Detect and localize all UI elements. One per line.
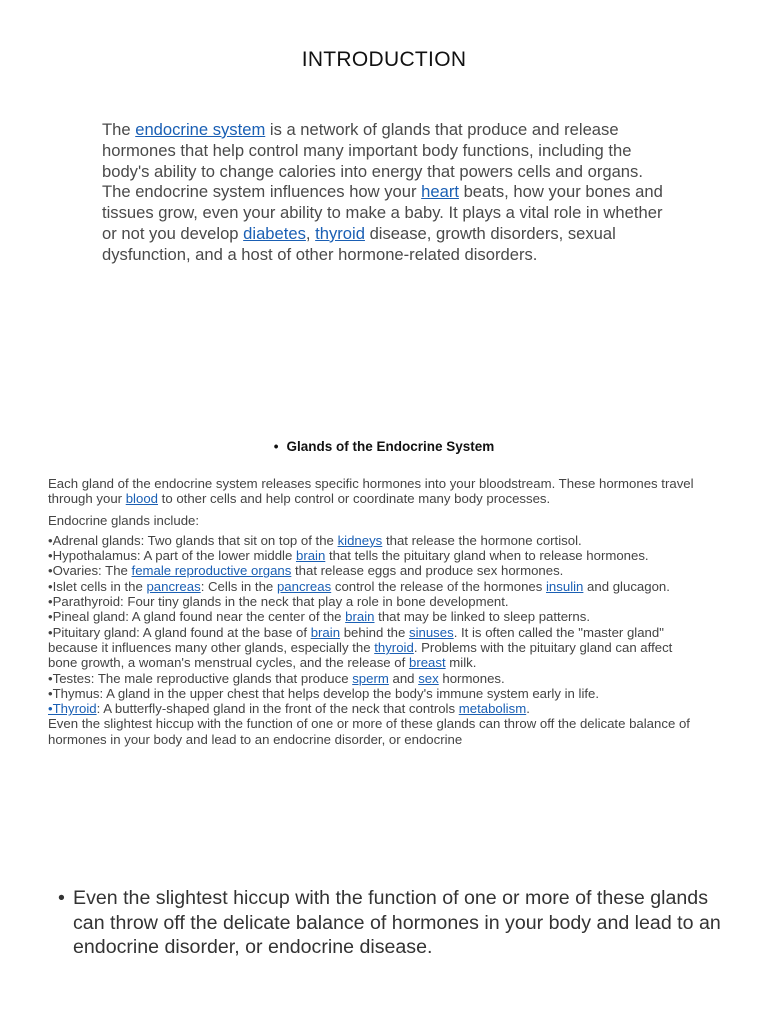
bullet-icon: • — [273, 439, 279, 454]
page-title: INTRODUCTION — [301, 48, 467, 71]
body-text: and glucagon. — [583, 578, 670, 594]
section-heading — [0, 439, 768, 454]
body-text: •Hypothalamus: A part of the lower middle — [48, 548, 296, 564]
body-text: milk. — [445, 655, 477, 671]
endocrine-system-link[interactable]: endocrine system — [135, 120, 266, 139]
sex-link[interactable]: sex — [418, 670, 439, 686]
body-text: •Islet cells in the — [48, 578, 147, 594]
body-text: . Problems with the pituitary gland can affect bone growth, a woman's menstrual cycles, and the release of — [48, 639, 673, 671]
body-paragraph — [48, 476, 698, 507]
list-item-parathyroid: •Parathyroid: Four tiny glands in the neck that play a role in bone development. — [48, 594, 509, 610]
kidneys-link[interactable]: kidneys — [337, 532, 383, 548]
blood-link[interactable]: blood — [125, 491, 158, 507]
list-item-adrenal — [48, 533, 698, 548]
diabetes-link[interactable]: diabetes — [243, 223, 306, 243]
sinuses-link[interactable]: sinuses — [408, 624, 454, 640]
female-reproductive-organs-link[interactable]: female reproductive organs — [131, 563, 292, 579]
insulin-link[interactable]: insulin — [546, 578, 584, 594]
list-item-islet-cells — [48, 579, 698, 594]
intro-paragraph — [102, 120, 672, 266]
thyroid-link[interactable]: •Thyroid — [48, 701, 97, 717]
body-paragraph: Endocrine glands include: — [48, 512, 200, 528]
intro-text: is a network of glands that produce and release hormones that help control many important body functions, including the body's ability to change calories into energy that powers cells and organs. The endocrine system influences how your — [102, 120, 643, 202]
section-heading-text: Glands of the Endocrine System — [286, 439, 495, 454]
pancreas-link[interactable]: pancreas — [146, 578, 201, 594]
body-text: •Adrenal glands: Two glands that sit on top of the — [48, 532, 338, 548]
list-item-thyroid — [48, 701, 698, 716]
intro-text: disease, growth disorders, sexual dysfunction, and a host of other hormone-related disorders. — [102, 223, 616, 264]
thyroid-link[interactable]: thyroid — [374, 639, 414, 655]
body-text: . — [526, 701, 530, 717]
thyroid-link[interactable]: thyroid — [315, 223, 365, 243]
body-text: . It is often called the "master gland" because it influences many other glands, especially the — [48, 624, 664, 655]
body-text: control the release of the hormones — [331, 578, 546, 594]
list-item-pituitary — [48, 625, 698, 671]
body-text: to other cells and help control or coordinate many body processes. — [158, 491, 551, 507]
intro-text: , — [305, 223, 316, 243]
list-item-thymus: •Thymus: A gland in the upper chest that helps develop the body's immune system early in life. — [48, 685, 600, 701]
body-text: : A butterfly-shaped gland in the front of the neck that controls — [96, 701, 459, 717]
metabolism-link[interactable]: metabolism — [458, 701, 527, 717]
body-text: behind the — [340, 624, 409, 640]
list-item-pineal — [48, 609, 698, 624]
sperm-link[interactable]: sperm — [352, 670, 389, 686]
body-text: that release the hormone cortisol. — [382, 532, 582, 548]
brain-link[interactable]: brain — [310, 624, 341, 640]
body-text: Each gland of the endocrine system releases specific hormones into your bloodstream. These hormones travel through your — [48, 476, 694, 507]
body-text: that release eggs and produce sex hormones. — [291, 563, 564, 579]
brain-link[interactable]: brain — [345, 609, 375, 625]
body-text: that tells the pituitary gland when to release hormones. — [325, 548, 649, 564]
body-text: hormones. — [438, 670, 505, 686]
body-text: : Cells in the — [200, 578, 277, 594]
body-text: •Pituitary gland: A gland found at the base of — [48, 624, 311, 640]
body-text: and — [388, 670, 419, 686]
body-text: •Pineal gland: A gland found near the center of the — [48, 609, 346, 625]
breast-link[interactable]: breast — [408, 655, 446, 671]
bullet-icon: • — [58, 887, 65, 909]
list-item-testes — [48, 671, 698, 686]
body-text: •Testes: The male reproductive glands that produce — [48, 670, 353, 686]
intro-text: beats, how your bones and tissues grow, even your ability to make a baby. It plays a vital role in whether or not you develop — [102, 182, 663, 243]
pancreas-link[interactable]: pancreas — [276, 578, 332, 594]
brain-link[interactable]: brain — [295, 548, 326, 564]
body-text: •Ovaries: The — [48, 563, 132, 579]
heart-link[interactable]: heart — [421, 182, 459, 202]
list-item-hypothalamus — [48, 548, 698, 563]
callout-text: Even the slightest hiccup with the function of one or more of these glands can throw off the delicate balance of hormones in your body and lead to an endocrine disorder, or endocrine disease. — [73, 887, 721, 959]
glands-body — [48, 476, 698, 747]
intro-text: The — [102, 120, 136, 139]
body-text: that may be linked to sleep patterns. — [374, 609, 591, 625]
closing-paragraph: Even the slightest hiccup with the function of one or more of these glands can throw off the delicate balance of hormones in your body and lead to an endocrine disorder, or endocrine — [48, 716, 690, 747]
list-item-ovaries — [48, 563, 698, 578]
callout-bullet — [58, 886, 728, 960]
